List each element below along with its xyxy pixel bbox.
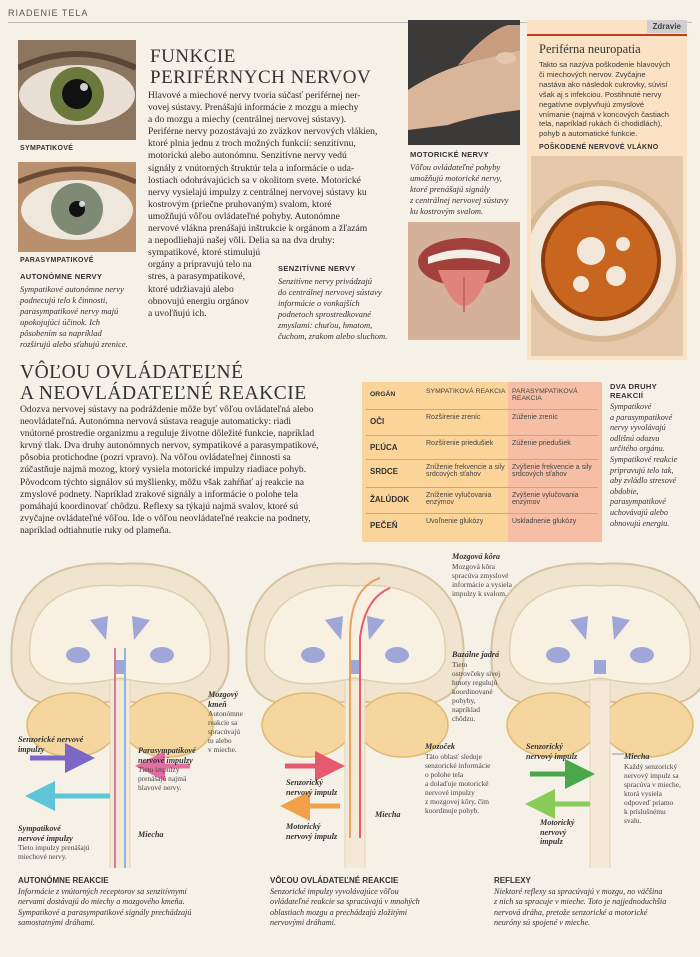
d1-para-label — [138, 746, 228, 765]
table-cell-symp: Rozšírenie priedušiek — [426, 440, 494, 447]
sub-line: Tieto impulzy prenášajú — [18, 843, 90, 852]
funkcie-title-line: FUNKCIE — [150, 46, 236, 67]
caption-voluntary — [270, 876, 480, 929]
sensory-line: informácie o vonkajších — [278, 298, 360, 308]
sensory-line: Senzitívne nervy privádzajú — [278, 276, 372, 286]
sub-line: tu alebo — [208, 736, 232, 745]
sub-line: ktorá vysiela — [624, 788, 662, 798]
d1-para-text — [138, 765, 228, 792]
volou-line: Odozva nervovej sústavy na podráždenie môže byť vôľou ovládateľná alebo — [20, 404, 314, 415]
d3-ventricle-low-right — [630, 647, 654, 663]
d2-cortex-text — [452, 562, 542, 598]
motor-line: ktoré prenášajú signály — [410, 184, 490, 194]
two-types-box — [610, 382, 695, 529]
label-line: nervové impulzy — [138, 755, 193, 765]
sub-line: svalu. — [624, 815, 642, 825]
d1-sensory-label — [18, 735, 83, 754]
table-row — [362, 514, 602, 540]
label-line: Motorický — [540, 818, 575, 827]
caption-line: oblastiach mozgu a prechádzajú zložitými — [270, 907, 408, 917]
d1-brainstem-label — [208, 690, 268, 709]
two-types-line: nervy vyvolávajú — [610, 423, 666, 433]
d1-parasympathetic — [138, 746, 228, 792]
caption-text — [270, 887, 480, 929]
two-types-line: obdobie, — [610, 486, 639, 496]
table-cell-para: Zúženie priedušiek — [512, 440, 571, 447]
table-cell-symp: Zníženie vylučovania enzýmov — [426, 492, 492, 506]
volou-line: zvyčajne ovládateľné vôľou. Ide o vôľou neovládateľné reakcie na podnety, — [20, 512, 311, 524]
sub-line: hlavové nervy. — [138, 783, 182, 792]
sub-line: Tieto impulzy — [138, 765, 180, 774]
two-types-line: uchovávajú alebo — [610, 507, 668, 517]
sub-line: ostrovčeky sivej — [452, 668, 501, 678]
volou-title-line: VÔĽOU OVLÁDATEĽNÉ — [20, 362, 244, 383]
d1-ventricle-low-left — [66, 647, 90, 663]
table-cell-symp: Uvoľnenie glukózy — [426, 518, 484, 525]
d2-ventricle-low-right — [385, 647, 409, 663]
d1-brainstem — [208, 690, 268, 754]
autonomic-line: podnecujú telo k činnosti, — [20, 295, 108, 305]
sub-line: nervové impulzy — [425, 787, 475, 797]
d1-spine-label: Miecha — [138, 830, 164, 839]
neuropathy-line: tela, napríklad rukách či chodidlách), — [539, 119, 663, 129]
funkcie-line: stres, a parasympatikové, — [148, 271, 245, 283]
caption-line: nervovými dráhami. — [270, 918, 336, 928]
volou-line: pôsobia protichodne (pozri vpravo). Na vôľou ovládateľnej činnosti sa — [20, 452, 291, 464]
two-types-text — [610, 402, 695, 529]
two-types-line: a parasympatikové — [610, 412, 673, 422]
d2-cerebellum-left — [262, 693, 352, 757]
sensory-title: SENZITÍVNE NERVY — [278, 264, 356, 273]
d2-ventricle-low-left — [301, 647, 325, 663]
sub-line: Autonómne — [208, 709, 243, 718]
label-line: nervové impulzy — [18, 833, 73, 843]
neuropathy-rule — [527, 34, 687, 36]
d1-symp-label — [18, 824, 128, 843]
motor-title: MOTORICKÉ NERVY — [410, 150, 489, 159]
sub-line: koordinované — [452, 686, 493, 696]
d2-motor-label — [286, 822, 337, 841]
sub-line: hmoty regulujú — [452, 677, 498, 687]
tongue-photo — [408, 222, 520, 340]
sub-line: impulzy k svalom. — [452, 588, 507, 598]
caption-line: Niektoré reflexy sa spracúvajú v mozgu, no väčšina — [494, 887, 663, 896]
motor-line: Vôľou ovládateľné pohyby — [410, 162, 501, 172]
caption-text — [18, 887, 238, 929]
volou-line: zmyslové podnety. Napríklad zrakové signály a informácie o polohe tela — [20, 488, 299, 500]
label-line: Senzorické nervové — [18, 735, 84, 744]
eye-image — [18, 40, 136, 140]
d3-spine-text — [624, 762, 696, 825]
caption-line: Sympatikové a parasympatikové signály prechádzajú — [18, 907, 192, 917]
d2-spine-label: Miecha — [375, 810, 401, 819]
table-row — [362, 460, 602, 488]
table-header-row — [362, 382, 602, 410]
two-types-line: určitého orgánu. — [610, 444, 665, 454]
funkcie-line: vovej sústavy. Prenášajú informácie z mozgu a miechy — [148, 102, 359, 114]
table-cell-organ: SRDCE — [370, 467, 399, 476]
section-label: RIADENIE TELA — [8, 8, 89, 18]
table-cell-symp: Rozšírenie zreníc — [426, 414, 481, 421]
table-header-para: PARASYMPATIKOVÁ REAKCIA — [512, 388, 578, 402]
label-line: Parasympatikové — [138, 746, 196, 755]
eye-image-2 — [18, 162, 136, 252]
eye-photo-parasympathetic — [18, 162, 136, 252]
funkcie-line: kostrovým (priečne pruhovaným) svalom, ktoré — [148, 198, 332, 210]
table-cell-organ: PEČEŇ — [370, 521, 398, 530]
caption-reflexes — [494, 876, 698, 929]
two-types-line: parasympatikové — [610, 497, 666, 507]
neuropathy-line: nastáva ako následok cukrovky, súvisí — [539, 79, 668, 89]
autonomic-line: upokojujúci účinok. Ich — [20, 317, 101, 327]
label-line: nervový impulz — [526, 751, 578, 761]
d3-motor-label — [540, 818, 575, 847]
label-line: nervový impulz — [286, 787, 338, 797]
caption-line: z nich sa spracuje v mieche. Toto je najjednoduchšia — [494, 897, 667, 907]
funkcie-line: ktoré udržiavajú alebo — [148, 283, 234, 295]
sensory-line: čuchom, zrakom alebo sluchom. — [278, 331, 388, 341]
two-types-title — [610, 382, 695, 400]
label-line: Mozgový — [208, 690, 239, 699]
sub-line: k príslušnému — [624, 806, 666, 816]
caption-line: neuróny sú spojené v mieche. — [494, 918, 591, 928]
two-types-line: obnovujú energiu. — [610, 518, 670, 528]
neuropathy-line: Takto sa nazýva poškodenie hlavových — [539, 60, 671, 69]
brain-diagrams — [0, 548, 700, 868]
d2-spinal-cord — [345, 680, 365, 868]
sub-line: spracúva zmyslové — [452, 570, 509, 580]
volou-line: Pôvodcom týchto signálov sú myšlienky, môžu však zahŕňať aj reakcie na — [20, 476, 305, 488]
sensory-line: zmyslami: chuťou, hmatom, — [278, 320, 373, 330]
two-types-line: Sympatikové — [610, 402, 652, 411]
label-line: Sympatikové — [18, 824, 61, 833]
label-line: Motorický — [286, 822, 321, 831]
label-line: impulz — [540, 837, 563, 846]
caption-line: Informácie z vnútorných receptorov sa senzitívnymi — [18, 887, 187, 896]
tongue-image — [408, 222, 520, 340]
neuropathy-line: či miechových nervov. Zvyčajne — [539, 69, 646, 79]
autonomic-text — [20, 284, 150, 350]
d2-cerebellum-text — [425, 752, 517, 815]
d2-sensory-label — [286, 778, 337, 797]
table-row — [362, 436, 602, 460]
sub-line: Každý senzorický — [624, 761, 678, 771]
sub-line: a dolaďuje motorické — [425, 778, 489, 788]
caption-title: VÔĽOU OVLÁDATEĽNÉ REAKCIE — [270, 876, 399, 885]
label-line: Senzorický — [286, 778, 323, 787]
autonomic-line: Sympatikové autonómne nervy — [20, 284, 124, 294]
autonomic-line: rozširujú alebo sťahujú zrenice. — [20, 339, 128, 349]
sub-line: o polohe tela — [425, 769, 464, 779]
funkcie-line: motorickú alebo autonómnu. Senzitívne nervy vedú — [148, 150, 347, 162]
funkcie-title — [150, 46, 371, 88]
sub-line: miechové nervy. — [18, 852, 67, 861]
funkcie-line: Hlavové a miechové nervy tvoria súčasť periférnej ner- — [148, 90, 361, 101]
neuropathy-title: Periférna neuropatia — [539, 42, 641, 56]
d2-cerebellum-label: Mozoček — [425, 742, 456, 751]
volou-line: krvný tlak. Dva druhy autonómnych nervov, sympatikové a parasympatikové, — [20, 440, 319, 452]
funkcie-line: ktoré plnia jednu z troch možných funkcií: senzitívnu, — [148, 138, 356, 150]
two-types-line: pripravujú telo tak, — [610, 465, 674, 475]
funkcie-line: a nepodliehajú našej vôli. Delia sa na dva druhy: — [148, 235, 335, 247]
caption-line: nervová dráha, pretože senzorické a motorické — [494, 907, 648, 917]
sub-line: senzorické informácie — [425, 760, 491, 770]
sensory-nerves-box — [278, 264, 408, 342]
eye-photo-sympathetic — [18, 40, 136, 140]
sub-line: Táto oblasť sleduje — [425, 751, 482, 761]
funkcie-title-line: PERIFÉRNYCH NERVOV — [150, 67, 372, 88]
autonomic-nerves-box — [20, 272, 150, 350]
funkcie-line: nervy vysielajú impulzy z centrálnej nervovej sústavy ku — [148, 186, 367, 198]
sub-line: z mozgovej kôry, čím — [425, 796, 489, 806]
sub-line: pohyby, — [452, 695, 476, 705]
caption-text — [494, 887, 698, 929]
sub-line: prenášajú najmä — [138, 774, 187, 783]
funkcie-line: obnovujú energiu orgánov — [148, 295, 249, 307]
volou-title-line: A NEOVLÁDATEĽNÉ REAKCIE — [20, 383, 307, 404]
sub-line: v mieche. — [208, 745, 237, 754]
label-line: kmeň — [208, 699, 227, 709]
funkcie-line: Periférne nervy pozostávajú zo zväzkov nervových vlákien, — [148, 126, 378, 138]
volou-body — [20, 404, 365, 537]
neuropathy-box — [527, 20, 687, 360]
d2-cerebellum — [425, 742, 517, 815]
table-cell-para: Zvýšenie vylučovania enzýmov — [512, 492, 579, 506]
caption-line: ovládateľné reakcie sa spracúvajú v mnohých — [270, 897, 420, 907]
hand-image — [408, 20, 520, 145]
motor-text — [410, 162, 520, 217]
funkcie-line: lostiach odohrávajúcich sa v okolitom svete. Motorické — [148, 174, 361, 186]
table-header-symp: SYMPATIKOVÁ REAKCIA — [426, 388, 506, 395]
caption-line: nervami dostávajú do miechy a mozgového kmeňa. — [18, 897, 185, 907]
funkcie-line: a uvoľňujú ich. — [148, 307, 207, 319]
sub-line: spracúvajú — [208, 727, 241, 736]
hand-photo — [408, 20, 520, 145]
d3-sensory-label — [526, 742, 577, 761]
sensory-line: podnetoch sprostredkované — [278, 309, 372, 319]
d3-spine-label: Miecha — [624, 752, 650, 761]
funkcie-line: sympatikové, ktoré stimulujú — [148, 247, 261, 259]
caption-title: REFLEXY — [494, 876, 531, 885]
caption-autonomic — [18, 876, 238, 929]
d2-basal-label: Bazálne jadrá — [452, 650, 500, 659]
neuropathy-caption: POŠKODENÉ NERVOVÉ VLÁKNO — [539, 144, 659, 151]
sub-line: koordinuje pohyb. — [425, 805, 480, 815]
health-tag: Zdravie — [647, 20, 687, 33]
d3-ventricle-low-left — [546, 647, 570, 663]
sensory-line: do centrálnej nervovej sústavy — [278, 287, 382, 297]
table-row — [362, 410, 602, 436]
neuropathy-text — [539, 60, 684, 139]
table-header-organ: ORGÁN — [370, 391, 396, 398]
label-line: impulzy — [18, 744, 45, 754]
funkcie-line: orgány a pripravujú telo na — [148, 259, 252, 271]
motor-line: z centrálnej nervovej sústavy — [410, 195, 509, 205]
organ-response-table — [362, 382, 602, 542]
funkcie-line: signály z vnútorných štruktúr tela a informácie o uda- — [148, 162, 355, 174]
table-cell-organ: OČI — [370, 417, 385, 426]
motor-line: ku kostrovým svalom. — [410, 206, 484, 216]
neuropathy-line: vnímanie (najmä v koncových častiach — [539, 109, 669, 119]
sub-line: Tieto — [452, 659, 468, 669]
d2-cortex — [452, 552, 542, 598]
d3-cerebellum-right — [603, 693, 693, 757]
table-cell-symp: Zníženie frekvencie a sily srdcových sťahov — [426, 464, 505, 478]
volou-line: napríklad odtiahnutie ruky od plameňa. — [20, 524, 172, 536]
table-cell-organ: PĽÚCA — [370, 443, 398, 452]
table-cell-organ: ŽALÚDOK — [370, 495, 410, 504]
funkcie-line: a do mozgu a miechy (centrálnej nervovej sústavy). — [148, 114, 347, 126]
autonomic-title: AUTONÓMNE NERVY — [20, 272, 103, 281]
d1-ventricle-low-right — [150, 647, 174, 663]
eye-caption-parasympathetic: PARASYMPATIKOVÉ — [20, 257, 94, 264]
two-types-line: odlišnú odozvu — [610, 433, 660, 443]
table-row — [362, 488, 602, 514]
d1-sympathetic — [18, 824, 128, 861]
funkcie-line: umožňujú vôľou ovládateľné pohyby. Autonómne — [148, 210, 340, 222]
sub-line: spracúva v mieche, — [624, 779, 681, 789]
sub-line: Mozgová kôra — [452, 561, 495, 571]
d2-basal — [452, 650, 522, 723]
caption-line: samostatnými dráhami. — [18, 918, 95, 928]
caption-title: AUTONÓMNE REAKCIE — [18, 876, 109, 885]
table-cell-para: Uskladnenie glukózy — [512, 518, 577, 525]
sub-line: informácie a vysiela — [452, 579, 512, 589]
two-types-line: Sympatikové reakcie — [610, 454, 678, 464]
d3-spine — [624, 752, 696, 825]
nerve-fiber-image — [531, 156, 683, 356]
d2-cortex-label: Mozgová kôra — [452, 552, 500, 561]
autonomic-line: parasympatikové nervy majú — [20, 306, 119, 316]
sub-line: napríklad — [452, 704, 480, 714]
sub-line: chôdzu. — [452, 713, 476, 723]
sensory-text — [278, 276, 408, 342]
neuropathy-line: však aj s infekciou. Postihnuté nervy — [539, 89, 662, 99]
funkcie-line: nervové vlákna prenášajú inštrukcie k orgánom a žľazám — [148, 223, 368, 235]
volou-line: zúčastňuje najmä mozog, ktorý vysiela motorické impulzy riadiace pohyb. — [20, 464, 307, 476]
autonomic-line: pôsobením sa napríklad — [20, 328, 102, 338]
table-cell-para: Zvýšenie frekvencie a sily srdcových sťahov — [512, 464, 592, 478]
volou-title — [20, 362, 307, 404]
nerve-fiber-photo — [531, 156, 683, 356]
neuropathy-line: negatívne ovplyvňujú zmyslové — [539, 99, 645, 109]
table-cell-para: Zúženie zreníc — [512, 414, 558, 421]
motor-nerves-box — [410, 150, 520, 217]
d2-basal-text — [452, 660, 522, 723]
d1-symp-text — [18, 843, 128, 861]
motor-line: umožňujú motorické nervy, — [410, 173, 502, 183]
d3-ventricle-third — [594, 660, 606, 674]
eye-caption-sympathetic: SYMPATIKOVÉ — [20, 145, 74, 152]
volou-line: pomáhajú koordinovať chôdzu. Reflexy sa týkajú najmä svalov, ktoré sú — [20, 500, 299, 512]
two-types-line: aby zvládlo stresové — [610, 476, 677, 486]
label-line: nervový — [540, 827, 567, 837]
two-types-title-line: REAKCIÍ — [610, 391, 644, 400]
sub-line: reakcie sa — [208, 718, 238, 727]
label-line: nervový impulz — [286, 831, 338, 841]
caption-line: Senzorické impulzy vyvolávajúce vôľou — [270, 887, 399, 896]
volou-line: neovládateľná. Autonómna nervová sústava reaguje automaticky: riadi — [20, 416, 292, 428]
label-line: Senzorický — [526, 742, 563, 751]
volou-line: vnútorné prostredie organizmu a reguluje životne dôležité funkcie, napríklad — [20, 428, 315, 440]
neuropathy-line: pohyb a automatické funkcie. — [539, 129, 638, 139]
sub-line: nervový impulz sa — [624, 770, 679, 780]
sub-line: odpoveď priamo — [624, 797, 674, 807]
d3-spinal-cord — [590, 680, 610, 868]
two-types-title-line: DVA DRUHY — [610, 382, 657, 391]
